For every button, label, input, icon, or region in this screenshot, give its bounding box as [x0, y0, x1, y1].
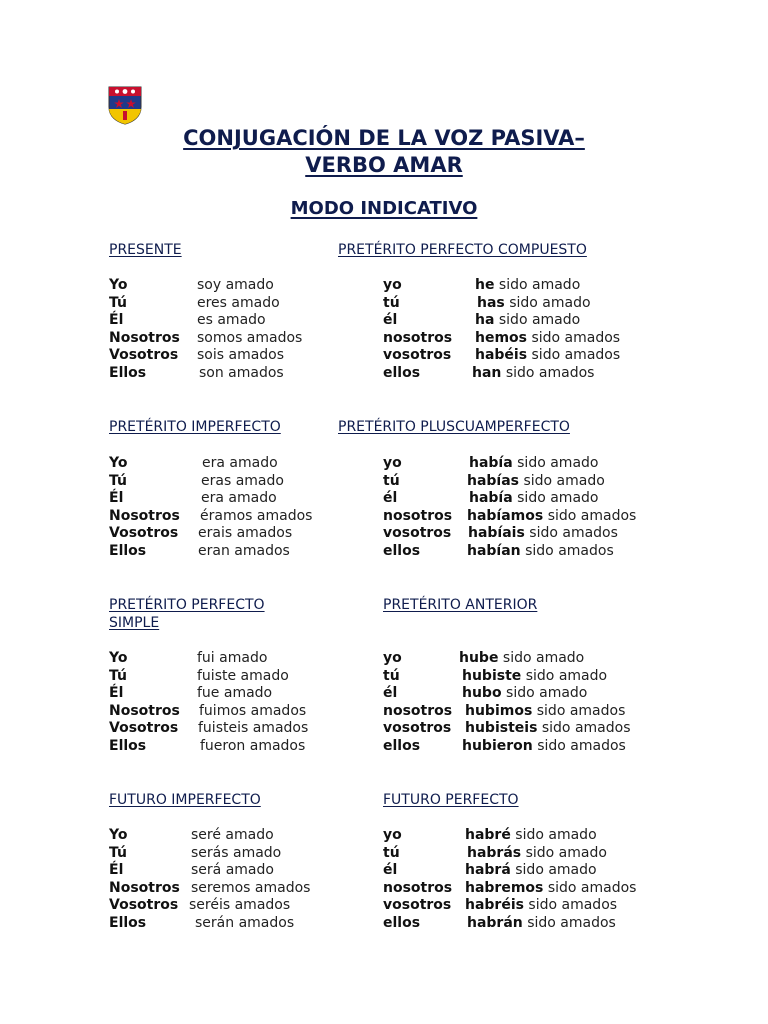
participle: sido amados [528, 897, 618, 914]
participle: sido amado [498, 277, 581, 293]
pronoun: Vosotros [109, 525, 179, 542]
verb-form: seremos amados [191, 879, 311, 896]
verb-form: fuiste amado [197, 667, 289, 684]
participle: sido amados [547, 507, 637, 524]
conjugation-row [109, 525, 409, 543]
participle: sido amado [502, 650, 585, 666]
auxiliary-verb: hubiste [462, 667, 522, 684]
participle: sido amado [506, 685, 588, 702]
verb-form: éramos amados [200, 507, 313, 524]
auxiliary-verb: hemos [475, 329, 528, 346]
pronoun: Ellos [109, 543, 147, 559]
participle: sido amado [525, 844, 607, 861]
compound-verb-form [465, 827, 597, 845]
conjugation-row [383, 703, 683, 721]
conjugation-row [109, 862, 409, 880]
pronoun: tú [383, 844, 400, 861]
conjugation-row [109, 543, 409, 561]
conjugation-row [109, 738, 409, 756]
participle: sido amado [515, 862, 597, 879]
verb-form: serán amados [195, 915, 295, 931]
conjugation-row [109, 897, 409, 915]
verb-form: sois amados [197, 347, 285, 364]
pronoun: Vosotros [109, 347, 179, 364]
pronoun: nosotros [383, 329, 453, 346]
heading-perfecto-simple-line-1: PRETÉRITO PERFECTO [109, 597, 265, 613]
pronoun: ellos [383, 543, 421, 559]
pronoun: Él [109, 490, 124, 507]
pronoun: Yo [109, 277, 128, 293]
heading-perfecto-simple-line-2: SIMPLE [109, 615, 160, 631]
pronoun: Yo [109, 455, 128, 471]
conjugation-row [383, 862, 683, 880]
document-title-line-2: VERBO AMAR [305, 153, 463, 177]
verb-form: es amado [197, 312, 266, 329]
conjugation-row [109, 703, 409, 721]
compound-verb-form [465, 897, 617, 915]
conjugation-row [109, 827, 409, 845]
pronoun: ellos [383, 915, 421, 931]
pronoun: nosotros [383, 507, 453, 524]
conjugation-row [383, 827, 683, 845]
document-title-line-1: CONJUGACIÓN DE LA VOZ PASIVA– [183, 126, 585, 150]
verb-form: fue amado [197, 685, 273, 702]
pronoun: Yo [109, 827, 128, 843]
verb-form: eran amados [198, 543, 290, 559]
compound-verb-form [475, 277, 580, 295]
compound-verb-form [467, 915, 616, 933]
participle: sido amados [529, 525, 618, 542]
conjugation-row [383, 738, 683, 756]
pronoun: Él [109, 685, 124, 702]
conjugation-row [383, 473, 683, 491]
compound-verb-form [472, 365, 594, 383]
auxiliary-verb: habrá [465, 862, 511, 879]
pronoun: ellos [383, 738, 421, 754]
pronoun: Vosotros [109, 720, 179, 737]
heading-presente: PRESENTE [109, 242, 182, 258]
verb-form: soy amado [197, 277, 274, 293]
pronoun: tú [383, 667, 400, 684]
conjugation-row [109, 295, 409, 313]
conjugation-row [383, 365, 683, 383]
auxiliary-verb: hubisteis [465, 720, 538, 737]
verb-form: era amado [201, 490, 277, 507]
participle: sido amado [517, 490, 599, 507]
pronoun: vosotros [383, 897, 452, 914]
school-crest-logo [107, 85, 143, 125]
conjugation-row [109, 347, 409, 365]
auxiliary-verb: habré [465, 827, 511, 843]
pronoun: nosotros [383, 879, 453, 896]
participle: sido amado [517, 455, 599, 471]
compound-verb-form [467, 508, 636, 526]
participle: sido amado [509, 294, 591, 311]
auxiliary-verb: han [472, 365, 502, 381]
pronoun: yo [383, 650, 402, 666]
compound-verb-form [475, 347, 620, 365]
participle: sido amados [536, 702, 626, 719]
participle: sido amados [547, 879, 637, 896]
verb-form: fuimos amados [199, 702, 307, 719]
participle: sido amado [525, 667, 608, 684]
verb-form: fuisteis amados [198, 720, 309, 737]
pronoun: Tú [109, 294, 127, 311]
conjugation-row [383, 543, 683, 561]
pronoun: Nosotros [109, 879, 180, 896]
compound-verb-form [475, 330, 620, 348]
verb-form: será amado [191, 862, 274, 879]
conjugation-row [109, 915, 409, 933]
conjugation-row [109, 650, 409, 668]
auxiliary-verb: habíais [468, 525, 525, 542]
pronoun: él [383, 490, 398, 507]
conjugation-row [109, 277, 409, 295]
pronoun: vosotros [383, 525, 452, 542]
conjugation-row [383, 685, 683, 703]
conjugation-row [383, 295, 683, 313]
participle: sido amados [525, 543, 614, 559]
conjugation-row [383, 915, 683, 933]
verb-form: eras amado [201, 472, 284, 489]
auxiliary-verb: habrás [467, 844, 522, 861]
pronoun: Ellos [109, 915, 147, 931]
compound-verb-form [467, 473, 605, 491]
pronoun: él [383, 862, 398, 879]
participle: sido amados [531, 347, 621, 364]
compound-verb-form [477, 295, 591, 313]
participle: sido amados [541, 720, 631, 737]
heading-futuro-perfecto: FUTURO PERFECTO [383, 792, 519, 808]
conjugation-row [109, 473, 409, 491]
conjugation-row [383, 508, 683, 526]
compound-verb-form [475, 312, 580, 330]
participle: sido amados [527, 915, 616, 931]
pronoun: Tú [109, 667, 127, 684]
conjugation-row [383, 897, 683, 915]
pronoun: Tú [109, 844, 127, 861]
pronoun: vosotros [383, 347, 452, 364]
verb-form: somos amados [197, 329, 303, 346]
conjugation-row [383, 277, 683, 295]
pronoun: yo [383, 455, 402, 471]
pronoun: él [383, 312, 398, 329]
pronoun: Tú [109, 472, 127, 489]
pronoun: tú [383, 472, 400, 489]
participle: sido amados [537, 738, 626, 754]
pronoun: Nosotros [109, 702, 180, 719]
pronoun: Nosotros [109, 329, 180, 346]
participle: sido amados [531, 329, 621, 346]
auxiliary-verb: habías [467, 472, 520, 489]
conjugation-row [109, 685, 409, 703]
pronoun: Vosotros [109, 897, 179, 914]
auxiliary-verb: habían [467, 543, 521, 559]
verb-form: fui amado [197, 650, 268, 666]
auxiliary-verb: habéis [475, 347, 528, 364]
auxiliary-verb: había [469, 455, 513, 471]
conjugation-row [383, 668, 683, 686]
pronoun: Ellos [109, 365, 147, 381]
auxiliary-verb: hubieron [462, 738, 533, 754]
verb-form: era amado [202, 455, 278, 471]
pronoun: Él [109, 312, 124, 329]
pronoun: Ellos [109, 738, 147, 754]
compound-verb-form [467, 845, 607, 863]
conjugation-row [109, 720, 409, 738]
compound-verb-form [462, 668, 607, 686]
conjugation-row [383, 720, 683, 738]
auxiliary-verb: habréis [465, 897, 524, 914]
pronoun: él [383, 685, 398, 702]
conjugation-row [383, 330, 683, 348]
conjugation-row [109, 668, 409, 686]
conjugation-row [109, 330, 409, 348]
heading-perfecto-compuesto: PRETÉRITO PERFECTO COMPUESTO [338, 242, 587, 258]
compound-verb-form [462, 685, 587, 703]
conjugation-row [109, 508, 409, 526]
conjugation-row [109, 845, 409, 863]
conjugation-row [109, 490, 409, 508]
compound-verb-form [459, 650, 584, 668]
conjugation-row [109, 365, 409, 383]
heading-pluscuamperfecto: PRETÉRITO PLUSCUAMPERFECTO [338, 419, 570, 435]
verb-form: son amados [199, 365, 284, 381]
compound-verb-form [465, 703, 625, 721]
compound-verb-form [469, 490, 598, 508]
conjugation-row [383, 880, 683, 898]
participle: sido amado [498, 312, 581, 329]
heading-imperfecto: PRETÉRITO IMPERFECTO [109, 419, 281, 435]
verb-form: seré amado [191, 827, 274, 843]
verb-form: eres amado [197, 294, 280, 311]
verb-form: seréis amados [189, 897, 291, 914]
pronoun: tú [383, 294, 400, 311]
verb-form: erais amados [198, 525, 293, 542]
conjugation-row [109, 455, 409, 473]
auxiliary-verb: hube [459, 650, 499, 666]
conjugation-row [383, 490, 683, 508]
heading-futuro-imperfecto: FUTURO IMPERFECTO [109, 792, 261, 808]
conjugation-row [383, 650, 683, 668]
auxiliary-verb: había [469, 490, 513, 507]
participle: sido amado [515, 827, 597, 843]
pronoun: ellos [383, 365, 421, 381]
compound-verb-form [465, 880, 636, 898]
heading-anterior: PRETÉRITO ANTERIOR [383, 597, 538, 613]
participle: sido amado [523, 472, 605, 489]
compound-verb-form [469, 455, 598, 473]
conjugation-row [383, 845, 683, 863]
participle: sido amados [505, 365, 595, 381]
compound-verb-form [462, 738, 626, 756]
auxiliary-verb: has [477, 294, 505, 311]
pronoun: Nosotros [109, 507, 180, 524]
pronoun: nosotros [383, 702, 453, 719]
conjugation-row [383, 525, 683, 543]
auxiliary-verb: habremos [465, 879, 544, 896]
conjugation-row [109, 880, 409, 898]
auxiliary-verb: habrán [467, 915, 523, 931]
compound-verb-form [468, 525, 618, 543]
pronoun: Yo [109, 650, 128, 666]
pronoun: yo [383, 277, 402, 293]
conjugation-row [383, 455, 683, 473]
conjugation-row [383, 347, 683, 365]
compound-verb-form [465, 862, 597, 880]
auxiliary-verb: he [475, 277, 495, 293]
compound-verb-form [467, 543, 614, 561]
mood-heading: MODO INDICATIVO [290, 198, 478, 219]
verb-form: serás amado [191, 844, 282, 861]
verb-form: fueron amados [200, 738, 306, 754]
auxiliary-verb: ha [475, 312, 495, 329]
pronoun: vosotros [383, 720, 452, 737]
conjugation-row [383, 312, 683, 330]
pronoun: Él [109, 862, 124, 879]
compound-verb-form [465, 720, 631, 738]
pronoun: yo [383, 827, 402, 843]
auxiliary-verb: hubo [462, 685, 502, 702]
auxiliary-verb: habíamos [467, 507, 544, 524]
auxiliary-verb: hubimos [465, 702, 533, 719]
conjugation-row [109, 312, 409, 330]
